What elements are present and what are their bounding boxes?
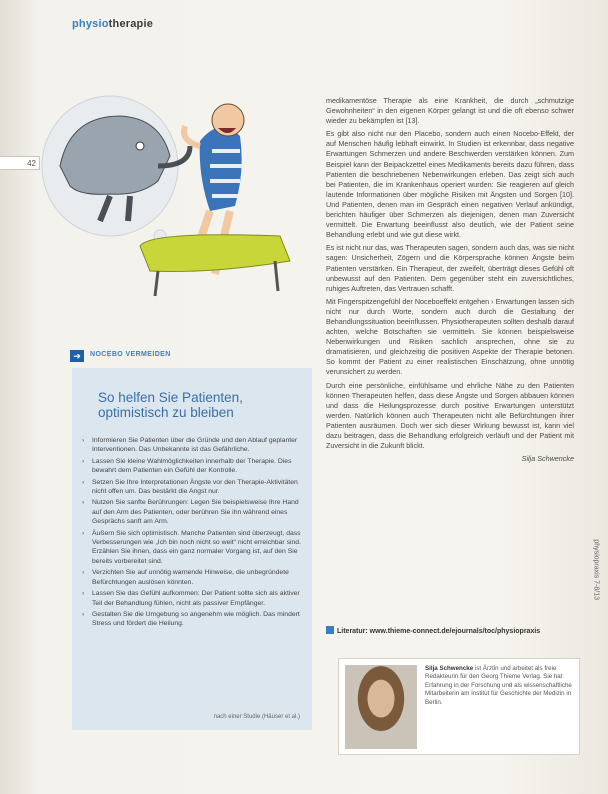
list-item: › Gestalten Sie die Umgebung so angenehm wie möglich. Das mindert Stress und fördert die Heilung. [82,610,306,629]
list-item: › Setzen Sie Ihre Interpretationen Ängste vor den Therapie-Aktivitäten nicht offen um. Das bestärkt die Angst nur. [82,478,306,497]
list-item: › Verzichten Sie auf unnötig warnende Hinweise, die unbegründete Befürchtungen auslösen könnten. [82,568,306,587]
box-title: So helfen Sie Patienten, optimistisch zu bleiben [98,390,243,420]
list-item: › Nutzen Sie sanfte Berührungen: Legen Sie beispielsweise Ihre Hand auf den Arm des Patienten, oder berühren Sie ihn während eines Gesprächs sanft am Arm. [82,498,306,526]
list-item: › Lassen Sie kleine Wahlmöglichkeiten innerhalb der Therapie. Dies bewahrt dem Patienten ein Gefühl der Kontrolle. [82,457,306,476]
arrow-icon: ➔ [70,350,84,362]
box-label: NOCEBO VERMEIDEN [90,351,171,358]
list-item: › Äußern Sie sich optimistisch. Manche Patienten sind überzeugt, dass Verbesserungen wie „Ich bin noch nicht so weit“ nicht erreichbar sind. Erzählen Sie ihnen, dass ein ganz normaler Vorgang ist, auf den Sie bereits vorbereitet sind. [82,529,306,567]
list-item: › Lassen Sie das Gefühl aufkommen: Der Patient sollte sich als aktiver Teil der Behandlung fühlen, nicht als passiver Empfänger. [82,589,306,608]
paragraph-subheading: Mit Fingerspitzengefühl der Noceboeffekt entgehen › Erwartungen lassen sich nicht nur durch Worte, sondern auch durch die Gestaltung der Behandlungssituation beeinflussen. Physiotherapeuten sollten deshalb darauf achten, welche Botschaften sie vermitteln. Sie können beispielsweise Nebenwirkungen und Risiken sachlich ansprechen, ohne sie zu dramatisieren, und gleichzeitig die positiven Aspekte der Therapie betonen. So kommt der Patient zu einer realistischen Einschätzung, ohne unnötig verunsichert zu werden. [326,296,574,377]
author-box [338,658,580,755]
box-source: nach einer Studie (Häuser et al.) [213,714,300,720]
section-title: physiotherapie [72,18,154,30]
author-signature: Silja Schwencke [521,454,574,464]
author-bio: Silja Schwencke ist Ärztin und arbeitet als freie Redakteurin für den Georg Thieme Verlag. Sie hat Erfahrung in der Forschung und als wissenschaftliche Mitarbeiterin am Institut für Geschichte der Medizin in Berlin. [425,665,572,706]
cartoon-illustration [40,46,304,304]
list-item: › Informieren Sie Patienten über die Gründe und den Ablauf geplanter Interventionen. Das Unbekannte ist das Gefährliche. [82,436,306,455]
paragraph: Es gibt also nicht nur den Placebo, sondern auch einen Nocebo-Effekt, der auf Menschen häufig lebhaft einwirkt. In Studien ist erkennbar, dass negative Erwartungen Schmerzen und andere Beschwerden verstärken können. Zum Beispiel kann der Beipackzettel eines Medikaments bereits dazu führen, dass Patienten die beschriebenen Nebenwirkungen erleben. Das zeigt sich auch bei Patienten, die im Krankenhaus operiert wurden: Sie reagieren auf gleich lautende Informationen über mögliche Risiken mit Ängsten und Sorgen [10]. Und Patienten, denen man im Gespräch einen negativen Verlauf ankündigt, berichten häufiger über Schmerzen als diejenigen, denen man Zuversicht vermittelt. Die Erwartung beeinflusst also deutlich, wie der Patient seine Behandlung erlebt und wie gut diese wirkt. [326,129,574,240]
literature-link[interactable]: Literatur: www.thieme-connect.de/ejournals/toc/physiopraxis [326,626,586,635]
page-number: 42 [0,156,40,170]
vertical-footer: physiopraxis 7-8/13 [593,539,600,600]
tips-list [82,436,306,631]
tips-box [72,351,312,730]
author-photo [345,665,417,749]
article-body [326,96,574,464]
paragraph: Durch eine persönliche, einfühlsame und ehrliche Nähe zu den Patienten können Therapeuten helfen, dass diese Ängste und Sorgen abbauen können und dass die Heilungsprozesse durch positive Erwartungen unterstützt werden. Natürlich können auch Therapeuten nicht alle Befürchtungen ihrer Patienten ausräumen. Doch wer sich dieser Wirkung bewusst ist, kann viel dazu beitragen, dass die Behandlung erfolgreich verläuft und der Patient mit Zuversicht in die Zukunft blickt. [326,380,574,451]
paragraph: medikamentöse Therapie als eine Krankheit, die durch „schmutzige Gewohnheiten“ in den eigenen Körper gelangt ist und die oft ebenso schwer wieder zu bekämpfen ist [13]. [326,96,574,126]
paragraph: Es ist nicht nur das, was Therapeuten sagen, sondern auch das, was sie nicht sagen: Unsicherheit, Zögern und die Körpersprache können Ängste beim Patienten verstärken. Ein Therapeut, der zweifelt, überträgt dieses Gefühl oft unbewusst auf den Patienten. Dem gegenüber steht ein zuversichtliches, ruhiges Auftreten, das Vertrauen schafft. [326,243,574,293]
arrow-icon [326,626,334,634]
